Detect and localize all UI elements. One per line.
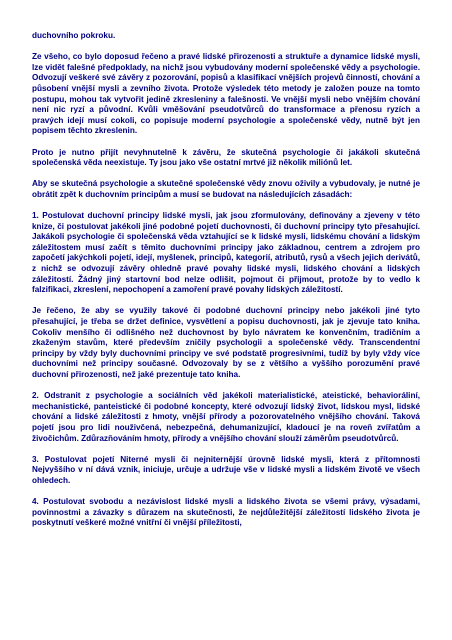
paragraph-principle-2: 2. Odstranit z psychologie a sociálních věd jakékoli materialistické, ateistické, behavioráliní, mechanistické, panteistické či podobné koncepty, které odvozují lidský život, lidskou mysl, lidské chování a lidské záležitosti z hmoty, vnější přírody a pozorovatelného vnějšího chování. Taková pojetí jsou pro lidi nouživčená, nebezpečná, dehumanizující, kladoucí je na roveň zvířatům a živočichům. Zdůrazňováním hmoty, přírody a vnějšího chování slouží záměrům pseudotvůrců.: [32, 391, 420, 443]
paragraph-continuation: duchovního pokroku.: [32, 31, 116, 40]
paragraph-conclusion: Proto je nutno přijít nevyhnutelně k závěru, že skutečná psychologie či jakákoli skutečná společenská věda neexistuje. Ty jsou jako vše ostatní mrtvé již několik miliónů let.: [32, 147, 420, 168]
paragraph-principle-1-note: Je řečeno, že aby se využily takové či podobné duchovní principy nebo jakékoli jiné tyto přesahující, je třeba se držet definice, vysvětlení a popisu duchovnosti, jak je zjevuje tato kniha. Cokoliv menšího či odlišného než duchovnost by bylo návratem ke konvenčním, tradičním a zkaženým stavům, které především zničily psychologii a společenské vědy. Transcendentní principy by vždy byly duchovními principy ve své podstatě progresivními, tudíž by byly vždy více duchovními než principy současné. Odvozovaly by se z většího a vyššího porozumění pravé duchovní přirozenosti, než jaké prezentuje tato kniha.: [32, 306, 420, 379]
paragraph-false-assumptions: Ze všeho, co bylo doposud řečeno a pravé lidské přirozenosti a struktuře a dynamice lidské mysli, lze vidět falešné předpoklady, na nichž jsou vybudovány moderní společenské vědy a psychologie. Odvozují veškeré své závěry z pozorování, popisů a klasifikací vnějších projevů činností, chování a působení vnější mysli a zevního života. Protože výsledek této metody je založen pouze na tomto postupu, mohou tak vytvořit jedině zkresleniny a falešnosti. Ve vnější mysli nebo vnějším chování není nic ryzí a původní. Kvůli vměšování pseudotvůrců do transformace a přenosu ryzích a pravých idejí musí cokoli, co popisuje moderní psychologie a společenské vědy, nutně být jen popisem těchto zkreslenin.: [32, 52, 420, 136]
paragraph-principle-3: 3. Postulovat pojetí Niterné mysli či nejniternější úrovně lidské mysli, která z přítomnosti Nejvyššího v ní dává vznik, iniciuje, určuje a udržuje vše v lidské mysli a lidském životě ve všech ohledech.: [32, 454, 420, 485]
paragraph-principle-4: 4. Postulovat svobodu a nezávislost lidské mysli a lidského života se všemi právy, výsadami, povinnostmi a závazky s důrazem na skutečnosti, že nejdůležitější záležitostí lidského života je poskytnutí veškeré možné vnitřní či vnější příležitosti,: [32, 497, 420, 528]
document-body: [32, 31, 420, 540]
paragraph-principles-intro: Aby se skutečná psychologie a skutečné společenské vědy znovu oživily a vybudovaly, je nutné je obrátit zpět k duchovním principům a musí se budovat na následujících zásadách:: [32, 179, 420, 199]
paragraph-principle-1: 1. Postulovat duchovní principy lidské mysli, jak jsou zformulovány, definovány a zjeveny v této knize, či postulovat jakékoli jiné podobné pojetí duchovnosti, či duchovní principy tyto přesahující. Jakákoli psychologie či společenská věda vztahující se k lidské mysli, lidskému chování a lidským záležitostem musí začít s těmito duchovními principy jako základnou, centrem a zdrojem pro započetí jakýchkoli pojetí, idejí, myšlenek, principů, kategorií, atributů, rysů a všech jejich derivátů, z nichž se odvozují závěry ohledně pravé povahy lidské mysli, lidského chování a lidských záležitostí. Žádný jiný startovní bod nelze odlišit, pojmout či přijmout, protože by to vedlo k falzifikaci, zkreslení, nepochopení a zamoření pravé povahy lidských záležitostí.: [32, 211, 420, 295]
